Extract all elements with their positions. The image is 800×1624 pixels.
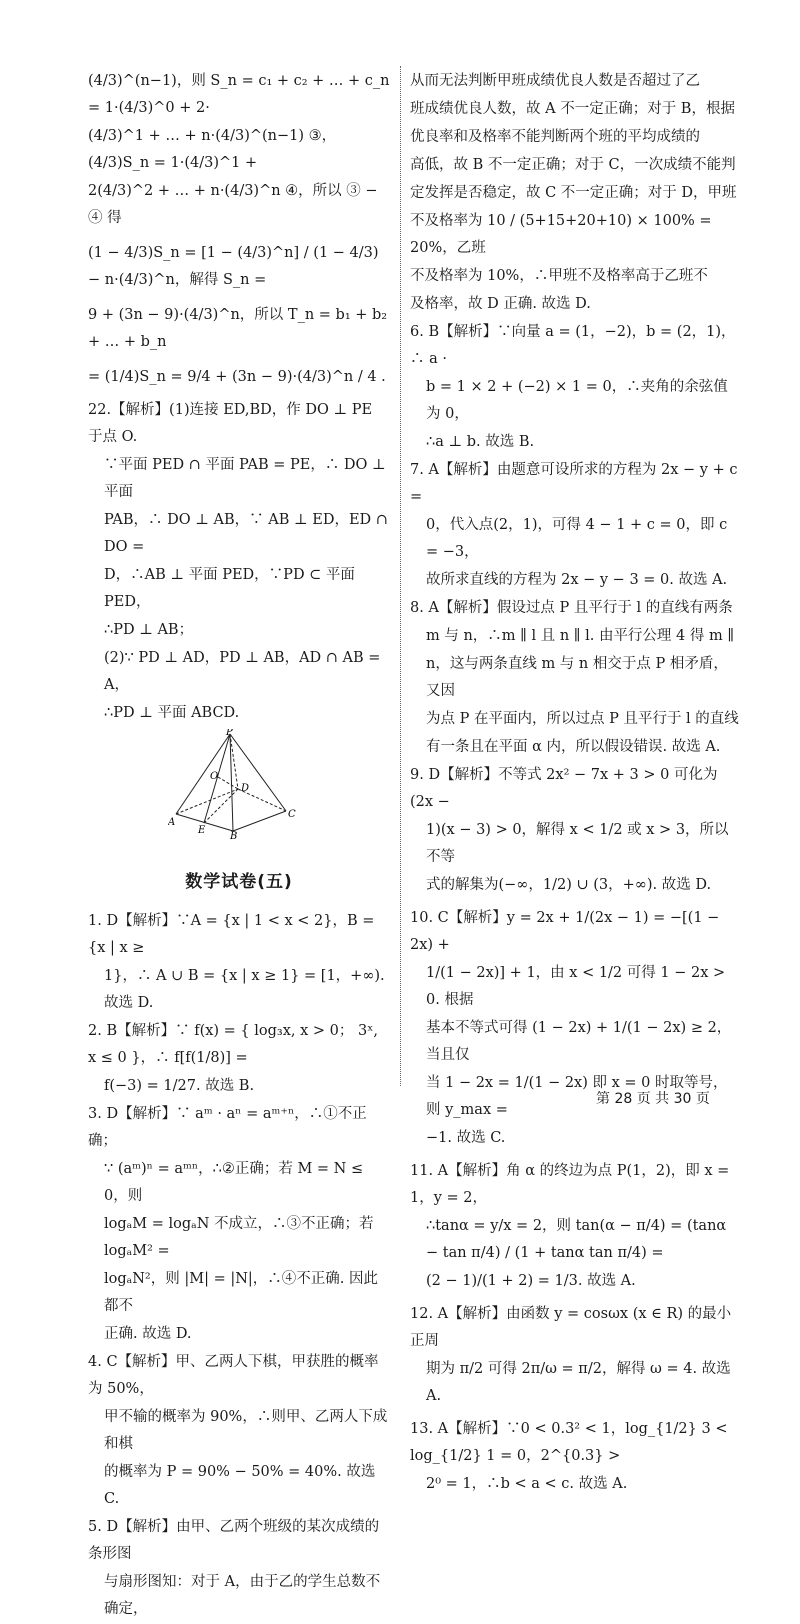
text-line: 优良率和及格率不能判断两个班的平均成绩的 xyxy=(410,129,700,145)
question-22 xyxy=(88,397,390,727)
text-line: 13. A【解析】∵0 < 0.3² < 1，log_{1/2} 3 < log_{1/2} 1 = 0，2^{0.3} > xyxy=(410,1421,728,1464)
text-line: 基本不等式可得 (1 − 2x) + 1/(1 − 2x) ≥ 2，当且仅 xyxy=(426,1020,732,1063)
text-line: m 与 n，∴m ∥ l 且 n ∥ l. 由平行公理 4 得 m ∥ xyxy=(426,628,735,644)
text-line: (2 − 1)/(1 + 2) = 1/3. 故选 A. xyxy=(426,1273,636,1289)
text-line: 高低，故 B 不一定正确；对于 C，一次成绩不能判 xyxy=(410,157,736,173)
text-line: 正确. 故选 D. xyxy=(104,1326,192,1342)
pyramid-diagram xyxy=(168,729,318,839)
text-line: 甲不输的概率为 90%，∴则甲、乙两人下成和棋 xyxy=(104,1409,388,1452)
text-line: 1)(x − 3) > 0，解得 x < 1/2 或 x > 3，所以不等 xyxy=(426,822,729,865)
text-line: f(−3) = 1/27. 故选 B. xyxy=(104,1078,255,1094)
text-line: 不及格率为 10%，∴甲班不及格率高于乙班不 xyxy=(410,268,708,284)
text-line: (2)∵ PD ⊥ AD，PD ⊥ AB，AD ∩ AB = A， xyxy=(104,650,381,693)
text-line: ∴tanα = y/x = 2，则 tan(α − π/4) = (tanα − tan π/4) / (1 + tanα tan π/4) = xyxy=(426,1218,727,1261)
text-line: 当 1 − 2x = 1/(1 − 2x) 即 x = 0 时取等号，则 y_max = xyxy=(426,1075,728,1118)
label-p: P xyxy=(226,729,233,738)
text-line: n，这与两条直线 m 与 n 相交于点 P 相矛盾，又因 xyxy=(426,656,728,699)
answers-block xyxy=(88,908,390,1623)
text-line: 与扇形图知：对于 A，由于乙的学生总数不确定， xyxy=(104,1574,381,1617)
text-line: b = 1 × 2 + (−2) × 1 = 0，∴夹角的余弦值为 0， xyxy=(426,379,728,422)
text-line: (1 − 4/3)S_n = [1 − (4/3)^n] / (1 − 4/3) − n·(4/3)^n，解得 S_n = xyxy=(88,245,379,288)
text-line: 0，代入点(2，1)，可得 4 − 1 + c = 0，即 c = −3， xyxy=(426,517,728,560)
text-line: 9. D【解析】不等式 2x² − 7x + 3 > 0 可化为(2x − xyxy=(410,767,718,810)
text-line: 2. B【解析】∵ f(x) = { log₃x, x > 0； 3ˣ, x ≤ 0 }，∴ f[f(1/8)] = xyxy=(88,1023,378,1066)
text-line: logₐM = logₐN 不成立，∴③不正确；若 logₐM² = xyxy=(104,1216,374,1259)
continuation-block xyxy=(88,68,390,391)
text-line: 式的解集为(−∞，1/2) ∪ (3，+∞). 故选 D. xyxy=(426,877,712,893)
right-column xyxy=(410,68,740,1499)
text-line: 班成绩优良人数，故 A 不一定正确；对于 B，根据 xyxy=(410,101,735,117)
text-line: 11. A【解析】角 α 的终边为点 P(1，2)，即 x = 1，y = 2， xyxy=(410,1163,730,1206)
label-d: D xyxy=(241,783,250,794)
text-line: ∴a ⊥ b. 故选 B. xyxy=(426,434,535,450)
text-line: 1}，∴ A ∪ B = {x | x ≥ 1} = [1，+∞). 故选 D. xyxy=(104,968,385,1011)
text-line: = (1/4)S_n = 9/4 + (3n − 9)·(4/3)^n / 4 . xyxy=(88,369,386,385)
answers-continued xyxy=(410,68,740,1498)
label-e: E xyxy=(198,825,206,836)
text-line: ∵ (aᵐ)ⁿ = aᵐⁿ，∴②正确；若 M = N ≤ 0，则 xyxy=(104,1161,364,1204)
label-a: A xyxy=(168,817,176,828)
text-line: 4. C【解析】甲、乙两人下棋，甲获胜的概率为 50%， xyxy=(88,1354,379,1397)
text-line: 1/(1 − 2x)] + 1，由 x < 1/2 可得 1 − 2x > 0. 根据 xyxy=(426,965,726,1008)
text-line: 10. C【解析】y = 2x + 1/(2x − 1) = −[(1 − 2x) + xyxy=(410,910,720,953)
text-line: ∵平面 PED ∩ 平面 PAB = PE，∴ DO ⊥平面 xyxy=(104,457,386,500)
label-b: B xyxy=(230,831,238,839)
label-o: O xyxy=(210,771,219,782)
text-line: 为点 P 在平面内，所以过点 P 且平行于 l 的直线 xyxy=(426,711,739,727)
text-line: 3. D【解析】∵ aᵐ · aⁿ = aᵐ⁺ⁿ，∴①不正确； xyxy=(88,1106,367,1149)
text-line: 2(4/3)^2 + … + n·(4/3)^n ④，所以 ③ − ④ 得 xyxy=(88,183,378,226)
left-column xyxy=(88,68,390,1624)
text-line: logₐN²，则 |M| = |N|，∴④不正确. 因此都不 xyxy=(104,1271,379,1314)
text-line: PAB，∴ DO ⊥ AB，∵ AB ⊥ ED，ED ∩ DO = xyxy=(104,512,388,555)
text-line: 定发挥是否稳定，故 C 不一定正确；对于 D，甲班 xyxy=(410,185,737,201)
pyramid-figure xyxy=(88,729,390,849)
text-line: ∴PD ⊥ AB； xyxy=(104,622,194,638)
text-line: ∴PD ⊥ 平面 ABCD. xyxy=(104,705,240,721)
text-line: 5. D【解析】由甲、乙两个班级的某次成绩的条形图 xyxy=(88,1519,380,1562)
text-line: 6. B【解析】∵向量 a = (1，−2)，b = (2，1)，∴ a · xyxy=(410,324,736,367)
text-line: (4/3)^1 + … + n·(4/3)^(n−1) ③，(4/3)S_n = 1·(4/3)^1 + xyxy=(88,128,337,171)
text-line: 12. A【解析】由函数 y = cosωx (x ∈ R) 的最小正周 xyxy=(410,1306,732,1349)
column-divider xyxy=(400,66,401,1086)
label-c: C xyxy=(288,809,296,820)
section-title: 数学试卷(五) xyxy=(185,872,293,892)
page-number: 第 28 页 共 30 页 xyxy=(596,1091,710,1107)
text-line: 9 + (3n − 9)·(4/3)^n，所以 T_n = b₁ + b₂ + … + b_n xyxy=(88,307,388,350)
text-line: (4/3)^(n−1)，则 S_n = c₁ + c₂ + … + c_n = 1·(4/3)^0 + 2· xyxy=(88,73,390,116)
text-line: 有一条且在平面 α 内，所以假设错误. 故选 A. xyxy=(426,739,721,755)
text-line: 8. A【解析】假设过点 P 且平行于 l 的直线有两条 xyxy=(410,600,733,616)
text-line: 从而无法判断甲班成绩优良人数是否超过了乙 xyxy=(410,73,700,89)
text-line: 故所求直线的方程为 2x − y − 3 = 0. 故选 A. xyxy=(426,572,728,588)
text-line: 7. A【解析】由题意可设所求的方程为 2x − y + c = xyxy=(410,462,738,505)
text-line: 期为 π/2 可得 2π/ω = π/2，解得 ω = 4. 故选 A. xyxy=(426,1361,731,1404)
text-line: 22.【解析】(1)连接 ED,BD，作 DO ⊥ PE 于点 O. xyxy=(88,402,373,445)
text-line: 1. D【解析】∵A = {x | 1 < x < 2}，B = {x | x ≥ xyxy=(88,913,375,956)
text-line: 不及格率为 10 / (5+15+20+10) × 100% = 20%，乙班 xyxy=(410,213,712,256)
text-line: −1. 故选 C. xyxy=(426,1130,506,1146)
text-line: 2⁰ = 1，∴b < a < c. 故选 A. xyxy=(426,1476,628,1492)
text-line: 的概率为 P = 90% − 50% = 40%. 故选 C. xyxy=(104,1464,376,1507)
text-line: 及格率，故 D 正确. 故选 D. xyxy=(410,296,591,312)
text-line: D，∴AB ⊥ 平面 PED，∵PD ⊂ 平面 PED， xyxy=(104,567,355,610)
